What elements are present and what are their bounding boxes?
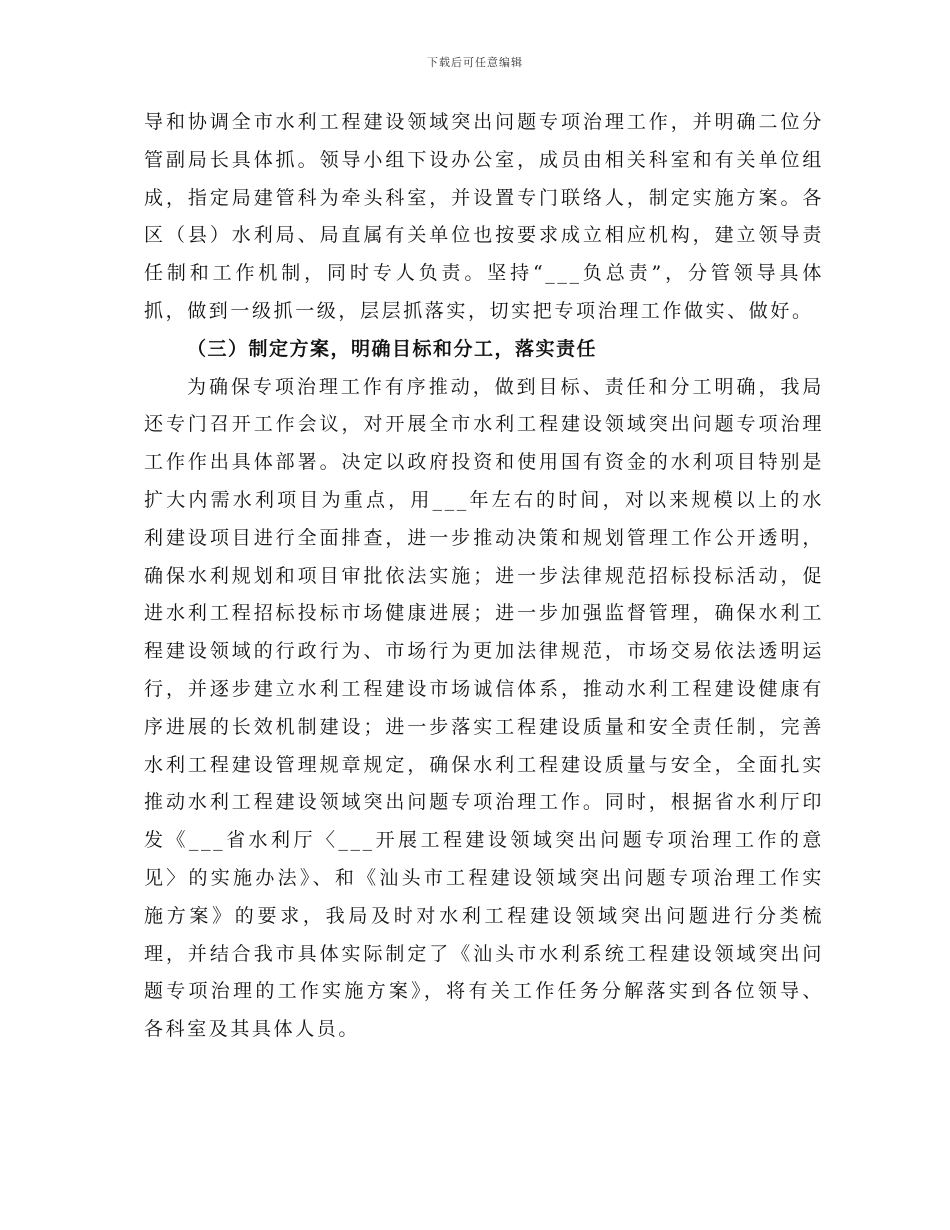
page-header: 下载后可任意编辑 [427, 56, 523, 69]
section-heading-3: （三）制定方案，明确目标和分工，落实责任 [187, 337, 598, 360]
paragraph-leadership: 导和协调全市水利工程建设领域突出问题专项治理工作，并明确二位分管副局长具体抓。领导小组下设办公室，成员由相关科室和有关单位组成，指定局建管科为牵头科室，并设置专门联络人，制定实施方案。各区（县）水利局、局直属有关单位也按要求成立相应机构，建立领导责任制和工作机制，同时专人负责。坚持“___负总责”，分管领导具体抓，做到一级抓一级，层层抓落实，切实把专项治理工作做实、做好。 [144, 111, 824, 322]
document-body [144, 104, 824, 1049]
paragraph-plan: 为确保专项治理工作有序推动，做到目标、责任和分工明确，我局还专门召开工作会议，对开展全市水利工程建设领域突出问题专项治理工作作出具体部署。决定以政府投资和使用国有资金的水利项目特别是扩大内需水利项目为重点，用___年左右的时间，对以来规模以上的水利建设项目进行全面排查，进一步推动决策和规划管理工作公开透明，确保水利规划和项目审批依法实施；进一步法律规范招标投标活动，促进水利工程招标投标市场健康进展；进一步加强监督管理，确保水利工程建设领域的行政行为、市场行为更加法律规范，市场交易依法透明运行，并逐步建立水利工程建设市场诚信体系，推动水利工程建设健康有序进展的长效机制建设；进一步落实工程建设质量和安全责任制，完善水利工程建设管理规章规定，确保水利工程建设质量与安全，全面扎实推动水利工程建设领域突出问题专项治理工作。同时，根据省水利厅印发《___省水利厅〈___开展工程建设领域突出问题专项治理工作的意见〉的实施办法》、和《汕头市工程建设领域突出问题专项治理工作实施方案》的要求，我局及时对水利工程建设领域突出问题进行分类梳理，并结合我市具体实际制定了《汕头市水利系统工程建设领域突出问题专项治理的工作实施方案》，将有关工作任务分解落实到各位领导、各科室及其具体人员。 [144, 375, 824, 1041]
